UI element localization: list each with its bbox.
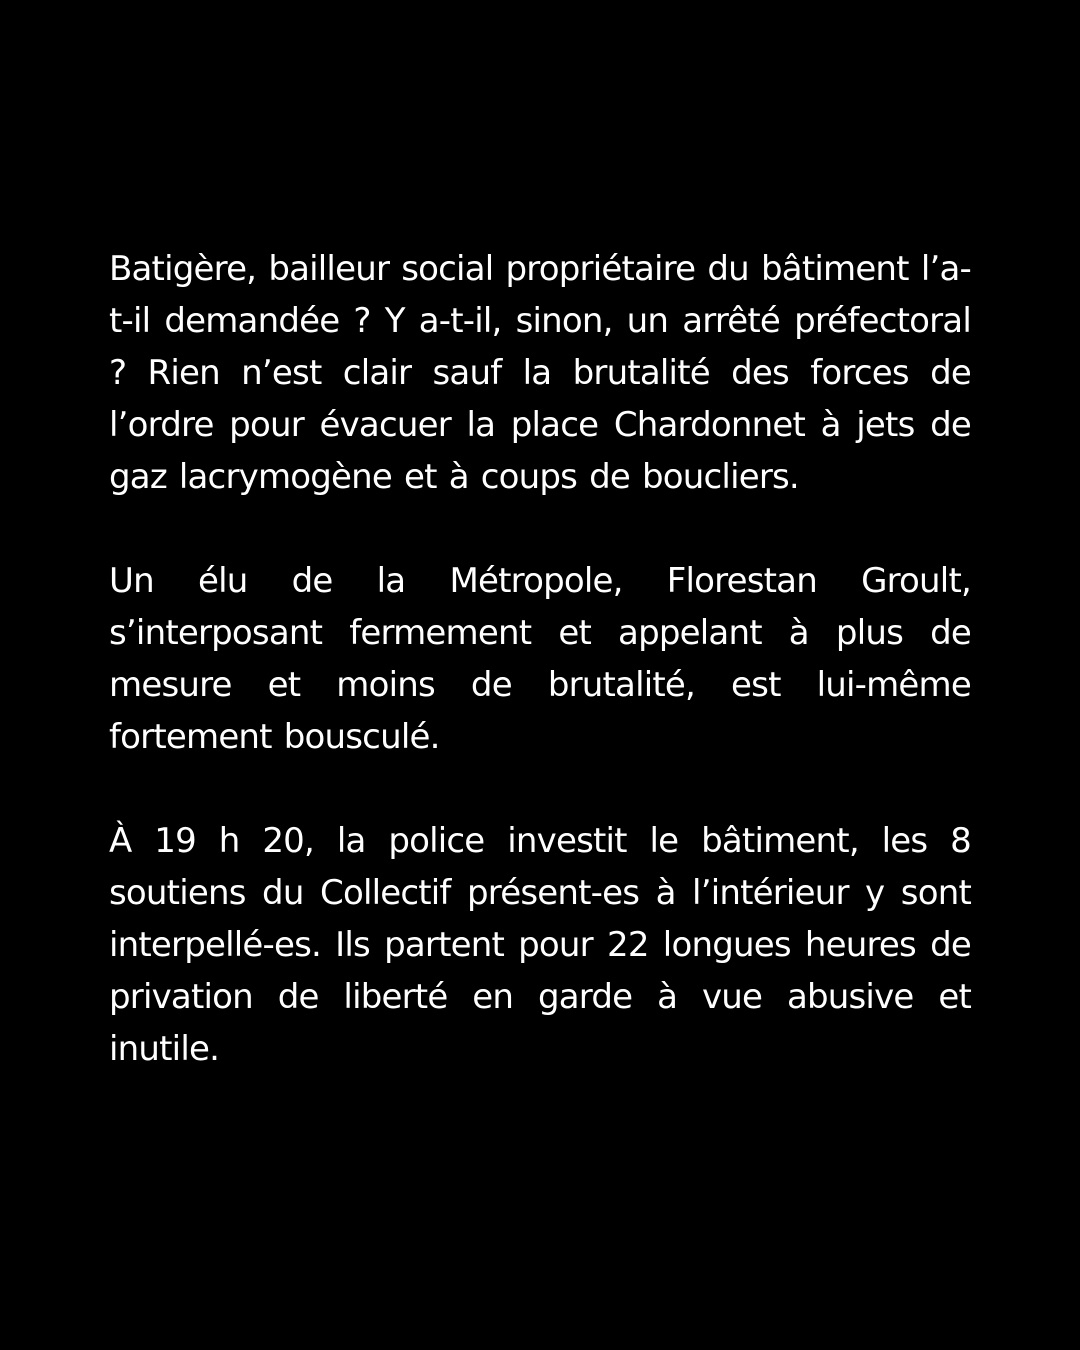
article-text — [109, 243, 971, 1075]
paragraph-1: Batigère, bailleur social propriétaire du bâtiment l’a-t-il demandée ? Y a-t-il, sinon, un arrêté préfectoral ? Rien n’est clair sauf la brutalité des forces de l’ordre pour évacuer la place Chardonnet à jets de gaz lacrymogène et à coups de boucliers. — [109, 249, 971, 497]
paragraph-2: Un élu de la Métropole, Florestan Groult, s’interposant fermement et appelant à plus de mesure et moins de brutalité, est lui-même fortement bousculé. — [109, 561, 971, 757]
paragraph-3: À 19 h 20, la police investit le bâtiment, les 8 soutiens du Collectif présent-es à l’intérieur y sont interpellé-es. Ils partent pour 22 longues heures de privation de liberté en garde à vue abusive et inutile. — [109, 821, 971, 1069]
